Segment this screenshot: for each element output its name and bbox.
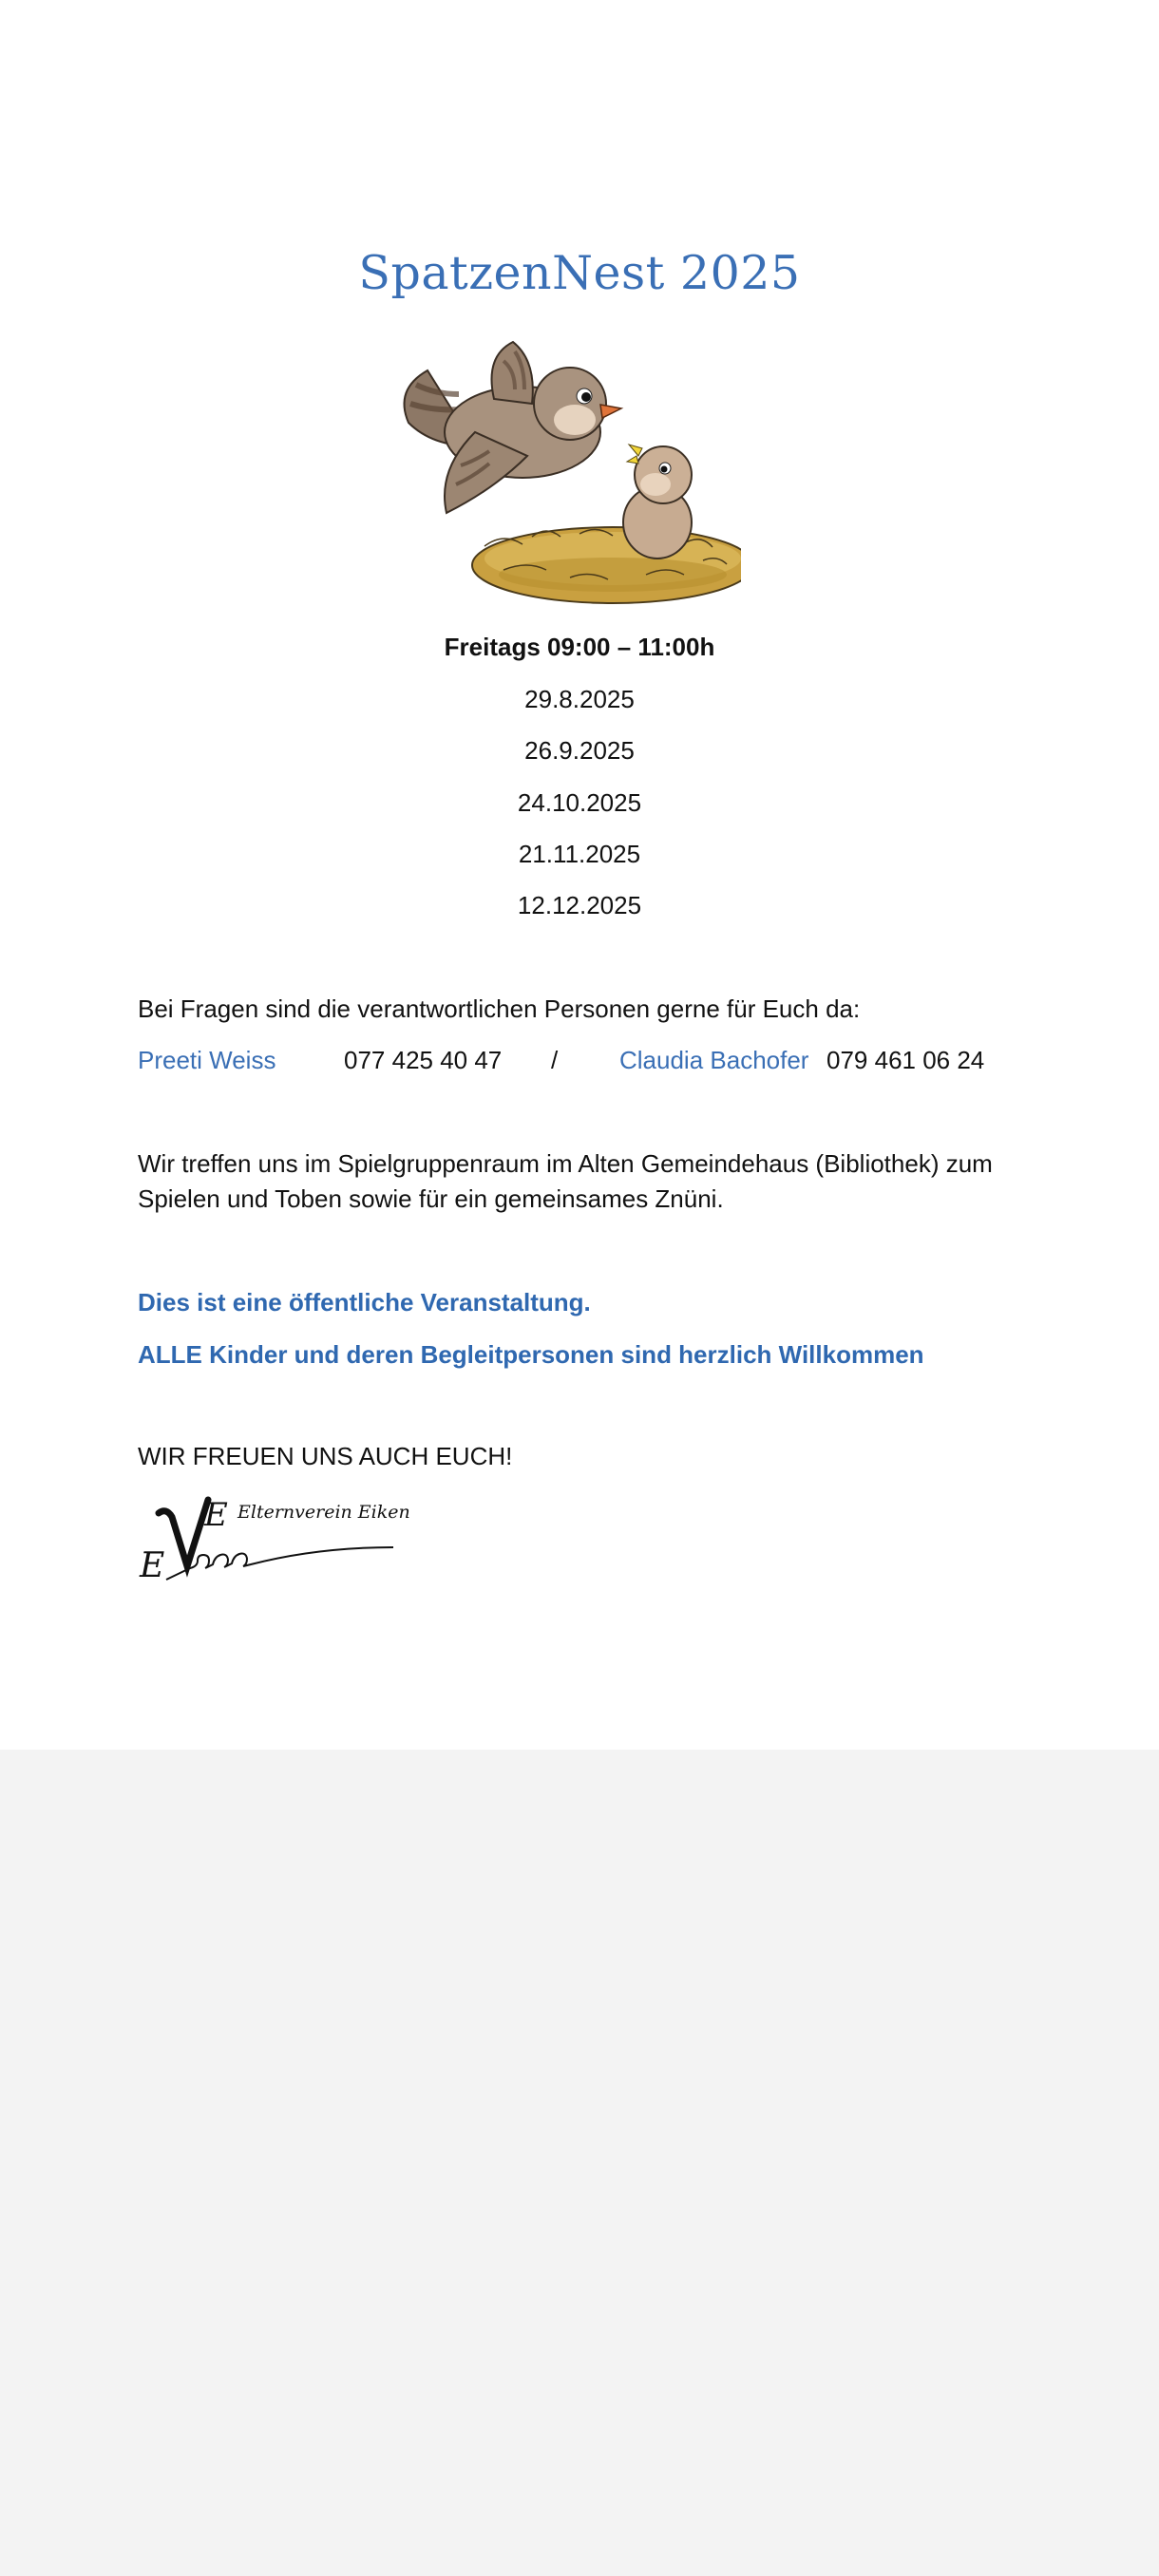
svg-text:E: E: [140, 1546, 165, 1584]
schedule-date: 12.12.2025: [517, 891, 642, 919]
contact-phone: 077 425 40 47: [344, 1046, 503, 1074]
schedule-date: 24.10.2025: [517, 788, 642, 817]
chick-icon: [623, 445, 692, 559]
contacts-intro: Bei Fragen sind die verantwortlichen Personen gerne für Euch da:: [138, 994, 861, 1023]
description-line: Spielen und Toben sowie für ein gemeinsames Znüni.: [138, 1184, 724, 1213]
sparrow-icon: [405, 342, 622, 513]
sparrow-nest-illustration: [390, 332, 741, 608]
closing-text: WIR FREUEN UNS AUCH EUCH!: [138, 1442, 513, 1470]
nest-icon: [472, 527, 741, 603]
contact-separator: /: [551, 1046, 559, 1074]
contact-name: Preeti Weiss: [138, 1046, 276, 1074]
svg-text:E: E: [204, 1496, 228, 1534]
contact-phone: 079 461 06 24: [826, 1046, 985, 1074]
notice-welcome: ALLE Kinder und deren Begleitpersonen sind herzlich Willkommen: [138, 1340, 924, 1369]
logo-text: Elternverein Eiken: [238, 1502, 410, 1523]
contact-name: Claudia Bachofer: [619, 1046, 809, 1074]
schedule-date: 21.11.2025: [518, 840, 641, 868]
schedule-heading: Freitags 09:00 – 11:00h: [444, 633, 715, 661]
page-title: SpatzenNest 2025: [358, 246, 801, 300]
schedule-date: 26.9.2025: [524, 736, 635, 765]
description-line: Wir treffen uns im Spielgruppenraum im Alten Gemeindehaus (Bibliothek) zum: [138, 1149, 993, 1178]
contacts-row: [0, 1044, 1159, 1076]
schedule-date: 29.8.2025: [524, 685, 635, 713]
notice-public-event: Dies ist eine öffentliche Veranstaltung.: [138, 1288, 591, 1316]
elternverein-logo: [138, 1489, 442, 1584]
